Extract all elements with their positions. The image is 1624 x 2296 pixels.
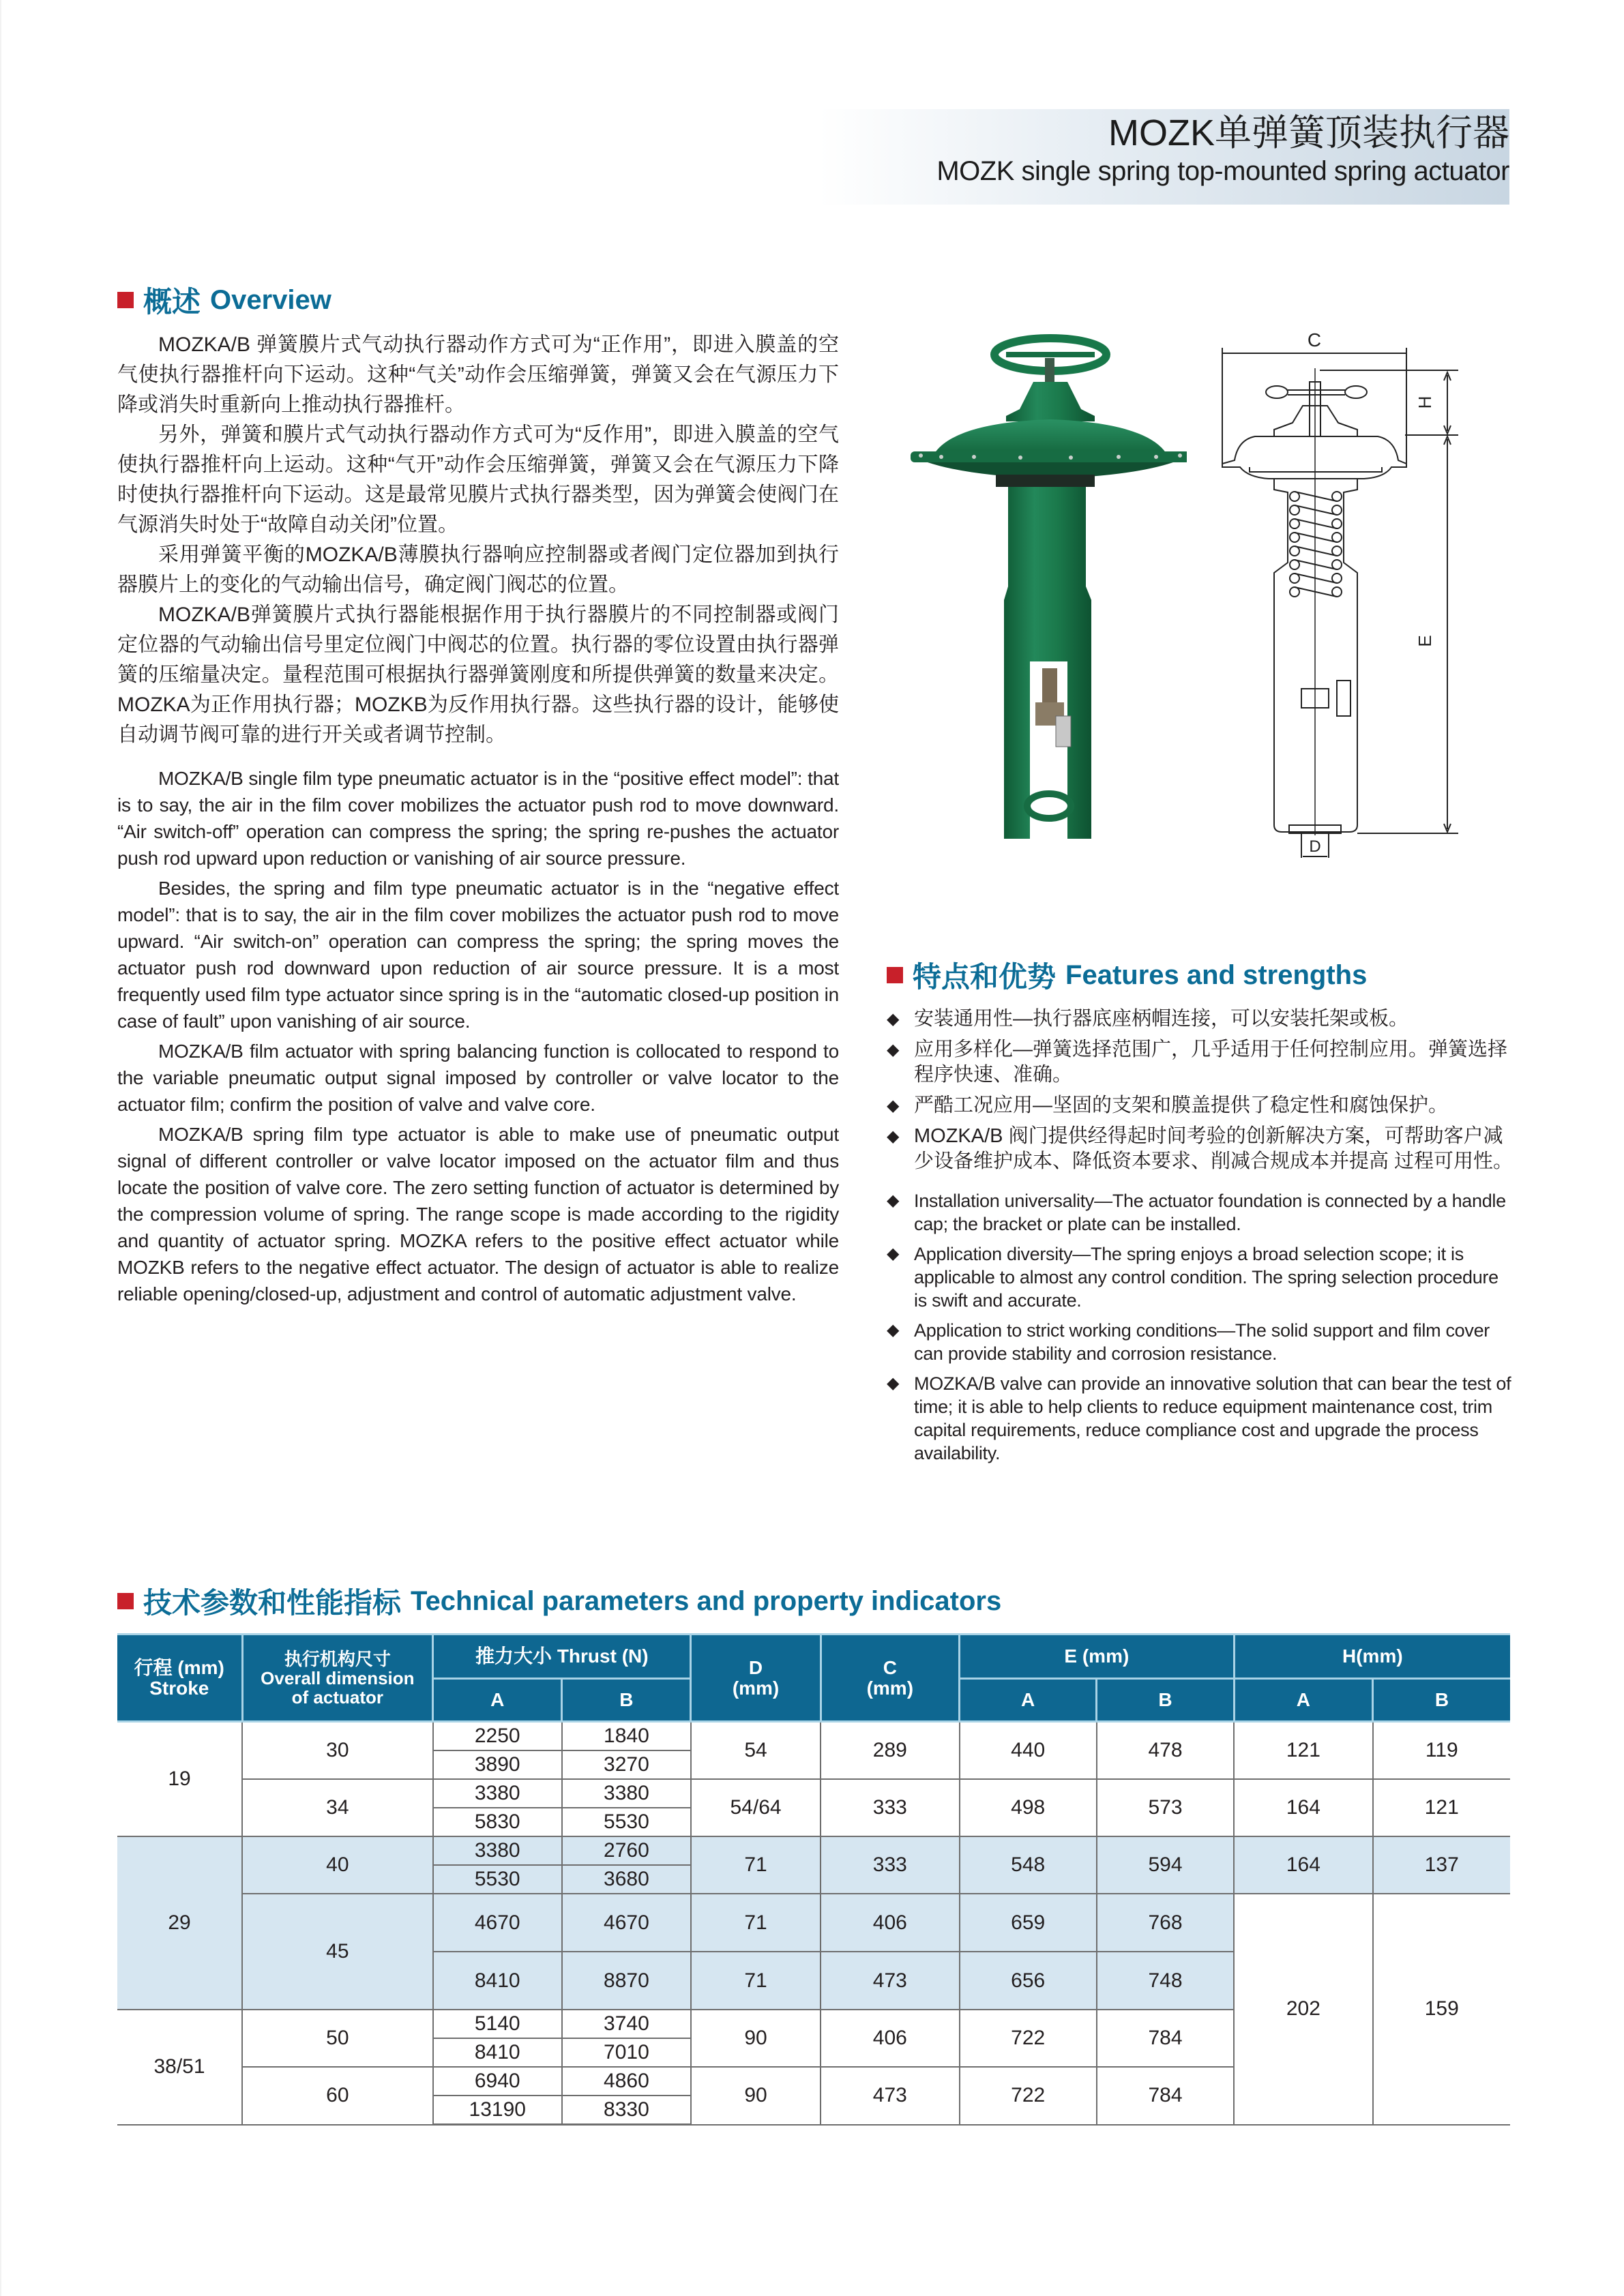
feature-text: Installation universality—The actuator foundation is connected by a handle cap; the bracket or plate can be installed.: [914, 1191, 1506, 1234]
header-c-unit: (mm): [866, 1677, 914, 1699]
label-c: C: [1307, 329, 1322, 351]
cell-e-b: 573: [1097, 1779, 1234, 1836]
cell-thrust-a: 5830: [433, 1808, 562, 1836]
header-stroke-en: Stroke: [149, 1677, 209, 1699]
cell-c: 406: [821, 2010, 959, 2067]
table-row: [117, 1779, 1510, 1808]
overview-paragraph-cn: 采用弹簧平衡的MOZKA/B薄膜执行器响应控制器或者阀门定位器加到执行器膜片上的变化的气动输出信号，确定阀门阀芯的位置。: [117, 543, 839, 596]
overview-paragraph-cn: MOZKA/B 弹簧膜片式气动执行器动作方式可为“正作用”，即进入膜盖的空气使执行器推杆向下运动。这种“气关”动作会压缩弹簧，弹簧又会在气源压力下降或消失时重新向上推动执行器推杆。: [117, 333, 839, 416]
cell-c: 333: [821, 1836, 959, 1894]
diamond-bullet-icon: ◆: [887, 1010, 900, 1028]
label-e: E: [1415, 635, 1435, 647]
cell-d: 71: [691, 1836, 821, 1894]
feature-text: Application diversity—The spring enjoys a broad selection scope; it is applicable to almost any control condition. The spring selection procedure is swift and accurate.: [914, 1244, 1498, 1311]
feature-text: 安装通用性—执行器底座柄帽连接，可以安装托架或板。: [914, 1008, 1409, 1030]
cell-e-b: 748: [1097, 1952, 1234, 2010]
diamond-bullet-icon: ◆: [887, 1097, 900, 1115]
overview-section: [117, 280, 839, 1311]
cell-e-a: 440: [960, 1722, 1097, 1780]
header-e: E (mm): [960, 1635, 1235, 1679]
cell-thrust-a: 8410: [433, 1952, 562, 2010]
cell-thrust-b: 3270: [562, 1750, 691, 1779]
table-row: [117, 1894, 1510, 1952]
dimension-drawing: [1207, 327, 1473, 859]
overview-text-cn: [117, 330, 839, 750]
cell-size: 60: [242, 2067, 433, 2125]
features-list-cn: [887, 1007, 1514, 1174]
feature-item-cn: [887, 1093, 1514, 1118]
overview-paragraph-cn: 另外，弹簧和膜片式气动执行器动作方式可为“反作用”，即进入膜盖的空气使执行器推杆向上运动。这种“气开”动作会压缩弹簧，弹簧又会在气源压力下降时使执行器推杆向下运动。这是最常见膜片式执行器类型，因为弹簧会使阀门在气源消失时处于“故障自动关闭”位置。: [117, 423, 839, 536]
cell-size: 50: [242, 2010, 433, 2067]
cell-h-a: 164: [1234, 1779, 1372, 1836]
header-size-en2: of actuator: [291, 1686, 384, 1708]
square-marker-icon: [117, 1593, 134, 1609]
header-stroke: [117, 1635, 242, 1722]
diamond-bullet-icon: ◆: [887, 1041, 900, 1059]
header-h-a: A: [1234, 1679, 1372, 1722]
square-marker-icon: [887, 967, 903, 983]
page-title: [818, 112, 1509, 188]
table-row: [117, 1722, 1510, 1751]
feature-item-en: [887, 1319, 1514, 1365]
diamond-bullet-icon: ◆: [887, 1127, 900, 1146]
cell-thrust-a: 3890: [433, 1750, 562, 1779]
overview-paragraph-en: MOZKA/B film actuator with spring balancing function is collocated to respond to the variable pneumatic output signal imposed by controller or valve locator to the actuator film; confirm the position of valve and valve core.: [117, 1041, 839, 1115]
header-stroke-cn: 行程 (mm): [134, 1656, 224, 1678]
feature-text: MOZKA/B 阀门提供经得起时间考验的创新解决方案，可帮助客户减少设备维护成本、降低资本要求、削减合规成本并提高 过程可用性。: [914, 1125, 1514, 1172]
cell-e-b: 768: [1097, 1894, 1234, 1952]
cell-h-b: 137: [1373, 1836, 1510, 1894]
feature-item-en: [887, 1242, 1514, 1312]
square-marker-icon: [117, 292, 134, 308]
cell-d: 54/64: [691, 1779, 821, 1836]
table-row: [117, 1836, 1510, 1865]
header-e-b: B: [1097, 1679, 1234, 1722]
cell-thrust-b: 4860: [562, 2067, 691, 2096]
feature-text: 严酷工况应用—坚固的支架和膜盖提供了稳定性和腐蚀保护。: [914, 1094, 1449, 1116]
feature-item-en: [887, 1372, 1514, 1465]
header-d: [691, 1635, 821, 1722]
header-thrust-a: A: [433, 1679, 562, 1722]
cell-thrust-b: 1840: [562, 1722, 691, 1751]
header-actuator-size: [242, 1635, 433, 1722]
cell-h-a: 121: [1234, 1722, 1372, 1780]
overview-heading: [117, 280, 839, 320]
cell-e-b: 784: [1097, 2010, 1234, 2067]
cell-thrust-b: 3740: [562, 2010, 691, 2038]
diamond-bullet-icon: ◆: [887, 1374, 900, 1392]
cell-thrust-b: 8870: [562, 1952, 691, 2010]
features-heading-en: Features and strengths: [1065, 959, 1368, 990]
cell-e-b: 594: [1097, 1836, 1234, 1894]
diamond-bullet-icon: ◆: [887, 1191, 900, 1210]
header-size-en1: Overall dimension: [261, 1667, 415, 1688]
overview-paragraph-en: MOZKA/B single film type pneumatic actuator is in the “positive effect model”: that is to say, the air in the film cover mobilizes the actuator push rod to move downward. “Air switch-off” operation can compress the spring; the spring re-pushes the actuator push rod upward upon reduction or vanishing of air source pressure.: [117, 768, 839, 869]
cell-h-b: 119: [1373, 1722, 1510, 1780]
overview-paragraph-en: Besides, the spring and film type pneumatic actuator is in the “negative effect model”: that is to say, the air in the film cover mobilizes the actuator push rod to move upward. “Air switch-on” operation can compress the spring; the spring moves the actuator push rod downward upon reduction of air source pressure. It is a most frequently used film type actuator since spring is in the “automatic closed-up position in case of fault” upon vanishing of air source.: [117, 878, 839, 1032]
cell-size: 30: [242, 1722, 433, 1780]
features-list-en: [887, 1189, 1514, 1465]
cell-e-a: 722: [960, 2067, 1097, 2125]
cell-e-a: 659: [960, 1894, 1097, 1952]
actuator-product-image: [887, 320, 1187, 839]
label-d: D: [1309, 837, 1321, 856]
cell-thrust-b: 3680: [562, 1865, 691, 1894]
cell-e-a: 498: [960, 1779, 1097, 1836]
technical-heading: [117, 1581, 1001, 1622]
cell-h-b: 121: [1373, 1779, 1510, 1836]
cell-thrust-a: 13190: [433, 2096, 562, 2125]
cell-thrust-b: 8330: [562, 2096, 691, 2125]
features-heading-cn: 特点和优势: [913, 961, 1057, 993]
overview-heading-en: Overview: [210, 284, 331, 315]
diamond-bullet-icon: ◆: [887, 1244, 900, 1263]
cell-stroke: 19: [117, 1722, 242, 1837]
technical-heading-cn: 技术参数和性能指标: [143, 1587, 402, 1619]
cell-thrust-a: 6940: [433, 2067, 562, 2096]
cell-thrust-a: 5530: [433, 1865, 562, 1894]
overview-heading-cn: 概述: [143, 286, 201, 318]
cell-stroke: 29: [117, 1836, 242, 2010]
cell-thrust-b: 5530: [562, 1808, 691, 1836]
cell-e-b: 784: [1097, 2067, 1234, 2125]
feature-text: 应用多样化—弹簧选择范围广，几乎适用于任何控制应用。弹簧选择程序快速、准确。: [914, 1039, 1508, 1086]
header-d-label: D: [748, 1656, 763, 1678]
overview-paragraph-en: MOZKA/B spring film type actuator is able to make use of pneumatic output signal of different controller or valve locator imposed on the actuator film and thus locate the position of valve core. The zero setting function of actuator is determined by the compression volume of spring. The range scope is made according to the rigidity and quantity of actuator spring. MOZKA refers to the positive effect actuator while MOZKB refers to the negative effect actuator. The design of actuator is able to realize reliable opening/closed-up, adjustment and control of automatic adjustment valve.: [117, 1124, 839, 1304]
cell-thrust-a: 8410: [433, 2038, 562, 2067]
features-section: [887, 955, 1514, 1472]
header-h-b: B: [1373, 1679, 1510, 1722]
header-size-cn: 执行机构尺寸: [284, 1648, 391, 1669]
header-c: [821, 1635, 959, 1722]
feature-text: Application to strict working conditions—The solid support and film cover can provide stability and corrosion resistance.: [914, 1320, 1490, 1364]
technical-heading-en: Technical parameters and property indicators: [411, 1585, 1002, 1616]
cell-e-b: 478: [1097, 1722, 1234, 1780]
cell-c: 289: [821, 1722, 959, 1780]
overview-text-en: [117, 765, 839, 1307]
cell-size: 34: [242, 1779, 433, 1836]
page-title-cn: MOZK单弹簧顶装执行器: [1108, 113, 1509, 153]
header-thrust-b: B: [562, 1679, 691, 1722]
cell-thrust-b: 3380: [562, 1779, 691, 1808]
cell-d: 90: [691, 2067, 821, 2125]
cell-e-a: 656: [960, 1952, 1097, 2010]
page-title-en: MOZK single spring top-mounted spring actuator: [936, 156, 1509, 186]
feature-item-cn: [887, 1037, 1514, 1088]
cell-h-a: 202: [1234, 1894, 1372, 2125]
feature-item-en: [887, 1189, 1514, 1236]
cell-thrust-a: 3380: [433, 1836, 562, 1865]
feature-item-cn: [887, 1007, 1514, 1032]
cell-h-b: 159: [1373, 1894, 1510, 2125]
cell-d: 90: [691, 2010, 821, 2067]
cell-c: 473: [821, 1952, 959, 2010]
label-h: H: [1415, 396, 1435, 409]
cell-stroke: 38/51: [117, 2010, 242, 2125]
cell-h-a: 164: [1234, 1836, 1372, 1894]
cell-thrust-b: 2760: [562, 1836, 691, 1865]
header-d-unit: (mm): [732, 1677, 780, 1699]
cell-e-a: 548: [960, 1836, 1097, 1894]
features-heading: [887, 955, 1514, 996]
cell-d: 71: [691, 1894, 821, 1952]
cell-d: 54: [691, 1722, 821, 1780]
diamond-bullet-icon: ◆: [887, 1321, 900, 1339]
cell-thrust-a: 5140: [433, 2010, 562, 2038]
cell-c: 406: [821, 1894, 959, 1952]
cell-thrust-a: 4670: [433, 1894, 562, 1952]
feature-text: MOZKA/B valve can provide an innovative solution that can bear the test of time; it is able to help clients to reduce equipment maintenance cost, trim capital requirements, reduce compliance cost and upgrade the process availability.: [914, 1373, 1511, 1463]
cell-c: 333: [821, 1779, 959, 1836]
header-e-a: A: [960, 1679, 1097, 1722]
overview-paragraph-cn: MOZKA/B弹簧膜片式执行器能根据作用于执行器膜片的不同控制器或阀门定位器的气动输出信号里定位阀门中阀芯的位置。执行器的零位设置由执行器弹簧的压缩量决定。量程范围可根据执行器弹簧刚度和所提供弹簧的数量来决定。MOZKA为正作用执行器；MOZKB为反作用执行器。这些执行器的设计，能够使自动调节阀可靠的进行开关或者调节控制。: [117, 603, 839, 746]
cell-thrust-b: 4670: [562, 1894, 691, 1952]
cell-thrust-a: 2250: [433, 1722, 562, 1751]
cell-e-a: 722: [960, 2010, 1097, 2067]
feature-item-cn: [887, 1124, 1514, 1174]
cell-size: 40: [242, 1836, 433, 1894]
technical-parameters-table: [117, 1633, 1510, 2126]
header-c-label: C: [883, 1656, 897, 1678]
header-thrust: 推力大小 Thrust (N): [433, 1635, 691, 1679]
cell-d: 71: [691, 1952, 821, 2010]
cell-thrust-a: 3380: [433, 1779, 562, 1808]
cell-thrust-b: 7010: [562, 2038, 691, 2067]
header-h: H(mm): [1234, 1635, 1510, 1679]
cell-size: 45: [242, 1894, 433, 2010]
cell-c: 473: [821, 2067, 959, 2125]
